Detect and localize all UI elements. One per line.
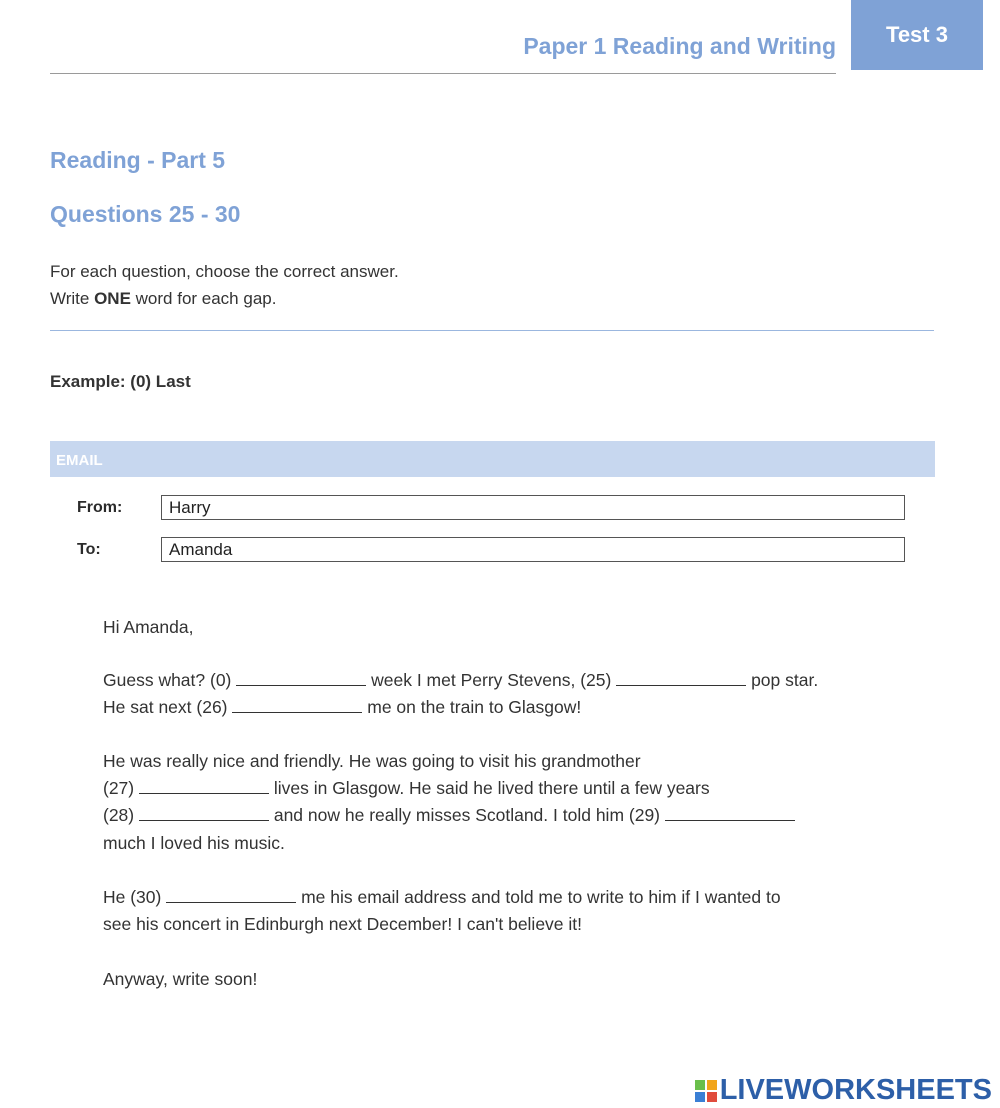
- instruction-line-1: For each question, choose the correct answer.: [50, 262, 399, 281]
- text-segment: Guess what? (0): [103, 670, 237, 690]
- text-segment: (28): [103, 805, 139, 825]
- logo-square: [695, 1080, 705, 1090]
- instruction-line-2: [50, 289, 276, 309]
- email-line: [103, 778, 710, 799]
- logo-square: [707, 1080, 717, 1090]
- instruction-text: word for each gap.: [130, 289, 277, 308]
- liveworksheets-logo-icon: [695, 1080, 717, 1102]
- email-line: He was really nice and friendly. He was going to visit his grandmother: [103, 751, 641, 771]
- header-divider: [50, 73, 836, 74]
- email-line: [103, 887, 781, 908]
- to-label: To:: [77, 541, 101, 558]
- text-segment: and now he really misses Scotland. I told him (29): [268, 805, 665, 825]
- logo-square: [695, 1092, 705, 1102]
- questions-range: Questions 25 - 30: [50, 201, 241, 227]
- answer-gap-25[interactable]: [616, 671, 746, 686]
- text-segment: pop star.: [746, 670, 819, 690]
- to-field: Amanda: [161, 537, 905, 562]
- watermark-text: LIVEWORKSHEETS: [719, 1074, 992, 1106]
- email-header-bar: [50, 441, 935, 477]
- text-segment: He (30): [103, 887, 167, 907]
- text-segment: lives in Glasgow. He said he lived there until a few years: [268, 778, 710, 798]
- text-segment: me on the train to Glasgow!: [362, 697, 582, 717]
- email-line: see his concert in Edinburgh next December! I can't believe it!: [103, 914, 583, 934]
- instruction-text: Write: [50, 289, 95, 308]
- email-closing: Anyway, write soon!: [103, 969, 258, 989]
- test-tab-label: Test 3: [886, 22, 948, 47]
- answer-gap-28[interactable]: [139, 806, 269, 821]
- paper-title: Paper 1 Reading and Writing: [523, 33, 836, 59]
- text-segment: He sat next (26): [103, 697, 233, 717]
- instruction-emphasis: ONE: [94, 289, 131, 308]
- answer-gap-27[interactable]: [139, 779, 269, 794]
- section-title: Reading - Part 5: [50, 147, 226, 173]
- liveworksheets-watermark: [695, 1074, 992, 1107]
- email-greeting: Hi Amanda,: [103, 617, 194, 637]
- from-label: From:: [77, 499, 123, 516]
- email-line: [103, 805, 795, 826]
- email-line: [103, 670, 818, 691]
- section-divider: [50, 330, 934, 331]
- answer-gap-29[interactable]: [665, 806, 795, 821]
- text-segment: (27): [103, 778, 139, 798]
- text-segment: me his email address and told me to write to him if I wanted to: [296, 887, 781, 907]
- test-tab: [851, 0, 983, 70]
- answer-gap-26[interactable]: [232, 698, 362, 713]
- example-answer: Example: (0) Last: [50, 372, 191, 391]
- email-line: [103, 697, 581, 718]
- answer-gap-0: [236, 671, 366, 686]
- answer-gap-30[interactable]: [166, 888, 296, 903]
- from-field: Harry: [161, 495, 905, 520]
- text-segment: week I met Perry Stevens, (25): [366, 670, 617, 690]
- email-bar-label: EMAIL: [56, 452, 103, 469]
- logo-square: [707, 1092, 717, 1102]
- email-line: much I loved his music.: [103, 833, 285, 853]
